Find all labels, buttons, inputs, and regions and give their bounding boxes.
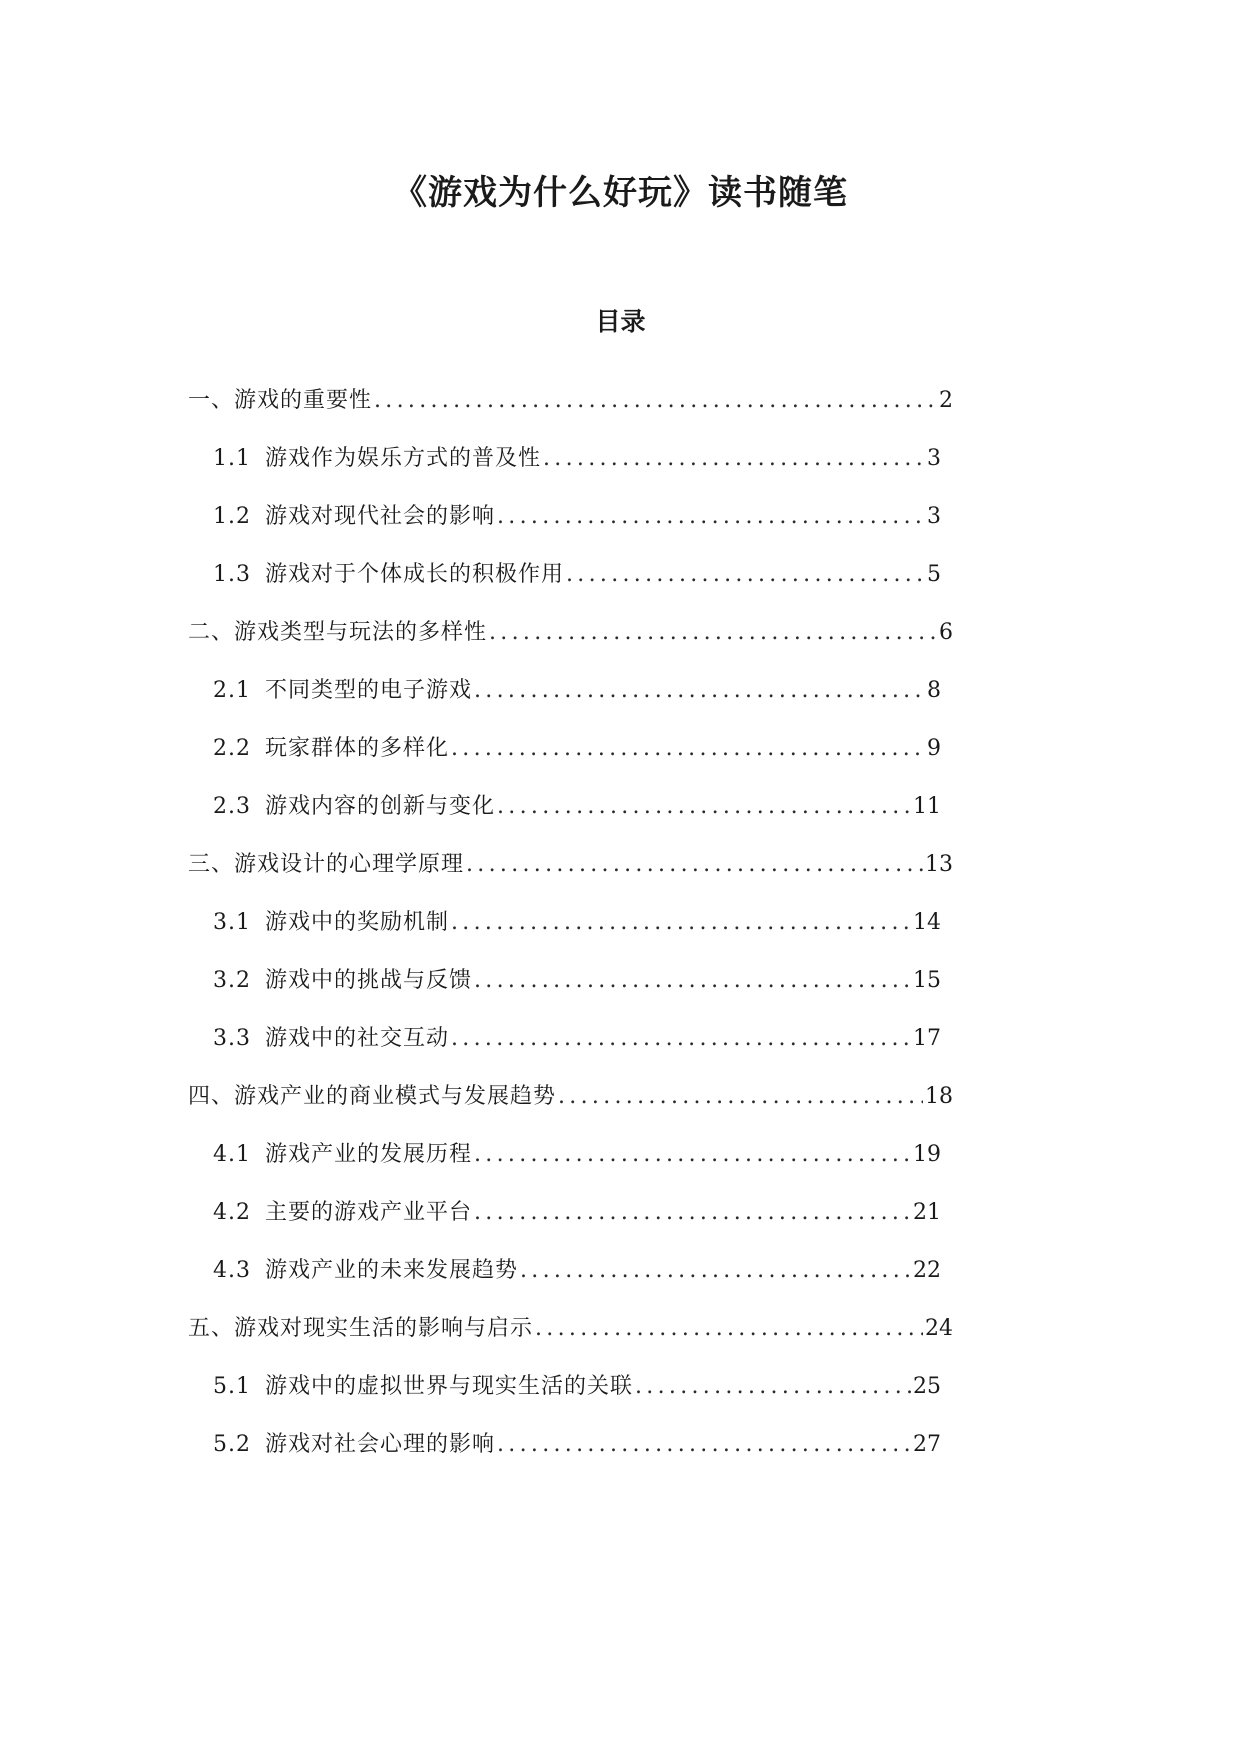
toc-entry-title: 主要的游戏产业平台 [265,1200,473,1225]
toc-dot-leader [451,905,911,941]
toc-entry-title: 玩家群体的多样化 [265,736,450,761]
toc-dot-leader [451,731,925,767]
toc-entry-number: 4.1 [213,1142,251,1167]
toc-entry-title: 游戏对社会心理的影响 [265,1432,496,1457]
toc-page-number: 2 [939,388,953,413]
toc-entry-title: 游戏对现代社会的影响 [265,504,496,529]
toc-dot-leader [566,557,925,593]
toc-heading: 目录 [595,306,646,336]
toc-dot-leader [543,441,925,477]
toc-section-entry[interactable] [213,789,941,825]
toc-page-number: 8 [927,678,941,703]
toc-chapter-entry[interactable] [188,615,953,651]
toc-page-number: 25 [913,1374,941,1399]
toc-dot-leader [466,847,923,883]
toc-entry-title: 游戏中的虚拟世界与现实生活的关联 [265,1374,634,1399]
toc-dot-leader [474,1137,911,1173]
toc-page-number: 21 [913,1200,941,1225]
toc-dot-leader [474,673,925,709]
toc-page-number: 27 [913,1432,941,1457]
toc-dot-leader [474,1195,911,1231]
toc-page-number: 15 [913,968,941,993]
toc-entry-number: 3.2 [213,968,251,993]
toc-section-entry[interactable] [213,1195,941,1231]
toc-entry-title: 一、游戏的重要性 [188,388,373,413]
toc-section-entry[interactable] [213,557,941,593]
toc-section-entry[interactable] [213,905,941,941]
toc-dot-leader [635,1369,911,1405]
toc-chapter-entry[interactable] [188,1079,953,1115]
toc-page-number: 18 [925,1084,953,1109]
toc-dot-leader [374,383,937,419]
toc-entry-number: 2.2 [213,736,251,761]
document-title: 《游戏为什么好玩》读书随笔 [393,172,848,213]
toc-dot-leader [558,1079,923,1115]
toc-entry-number: 4.2 [213,1200,251,1225]
toc-section-entry[interactable] [213,1427,941,1463]
toc-entry-title: 游戏内容的创新与变化 [265,794,496,819]
toc-entry-title: 游戏中的奖励机制 [265,910,450,935]
toc-page-number: 6 [939,620,953,645]
toc-page-number: 11 [913,794,941,819]
toc-dot-leader [520,1253,911,1289]
toc-entry-number: 5.2 [213,1432,251,1457]
toc-page-number: 14 [913,910,941,935]
toc-page-number: 17 [913,1026,941,1051]
toc-section-entry[interactable] [213,673,941,709]
toc-section-entry[interactable] [213,441,941,477]
toc-dot-leader [535,1311,923,1347]
toc-entry-title: 游戏对于个体成长的积极作用 [265,562,565,587]
toc-dot-leader [497,1427,911,1463]
toc-page-number: 13 [925,852,953,877]
toc-dot-leader [497,789,911,825]
toc-section-entry[interactable] [213,1253,941,1289]
toc-dot-leader [474,963,911,999]
toc-entry-title: 游戏产业的发展历程 [265,1142,473,1167]
toc-page-number: 5 [927,562,941,587]
toc-entry-title: 游戏中的社交互动 [265,1026,450,1051]
toc-section-entry[interactable] [213,499,941,535]
toc-entry-number: 3.1 [213,910,251,935]
toc-section-entry[interactable] [213,1369,941,1405]
toc-entry-title: 不同类型的电子游戏 [265,678,473,703]
toc-entry-number: 3.3 [213,1026,251,1051]
toc-section-entry[interactable] [213,1137,941,1173]
toc-dot-leader [451,1021,911,1057]
toc-entry-title: 游戏作为娱乐方式的普及性 [265,446,542,471]
toc-entry-title: 四、游戏产业的商业模式与发展趋势 [188,1084,557,1109]
toc-entry-number: 1.3 [213,562,251,587]
toc-chapter-entry[interactable] [188,383,953,419]
toc-entry-title: 游戏中的挑战与反馈 [265,968,473,993]
toc-dot-leader [497,499,925,535]
toc-entry-number: 2.3 [213,794,251,819]
toc-dot-leader [489,615,937,651]
toc-entry-title: 二、游戏类型与玩法的多样性 [188,620,488,645]
toc-entry-title: 五、游戏对现实生活的影响与启示 [188,1316,534,1341]
toc-page-number: 22 [913,1258,941,1283]
toc-page-number: 24 [925,1316,953,1341]
toc-entry-title: 游戏产业的未来发展趋势 [265,1258,519,1283]
toc-chapter-entry[interactable] [188,1311,953,1347]
toc-chapter-entry[interactable] [188,847,953,883]
toc-section-entry[interactable] [213,731,941,767]
toc-entry-title: 三、游戏设计的心理学原理 [188,852,465,877]
toc-entry-number: 1.2 [213,504,251,529]
toc-section-entry[interactable] [213,1021,941,1057]
toc-entry-number: 2.1 [213,678,251,703]
toc-page-number: 3 [927,504,941,529]
toc-section-entry[interactable] [213,963,941,999]
toc-entry-number: 1.1 [213,446,251,471]
toc-entry-number: 4.3 [213,1258,251,1283]
toc-page-number: 3 [927,446,941,471]
toc-entry-number: 5.1 [213,1374,251,1399]
toc-page-number: 9 [927,736,941,761]
toc-page-number: 19 [913,1142,941,1167]
